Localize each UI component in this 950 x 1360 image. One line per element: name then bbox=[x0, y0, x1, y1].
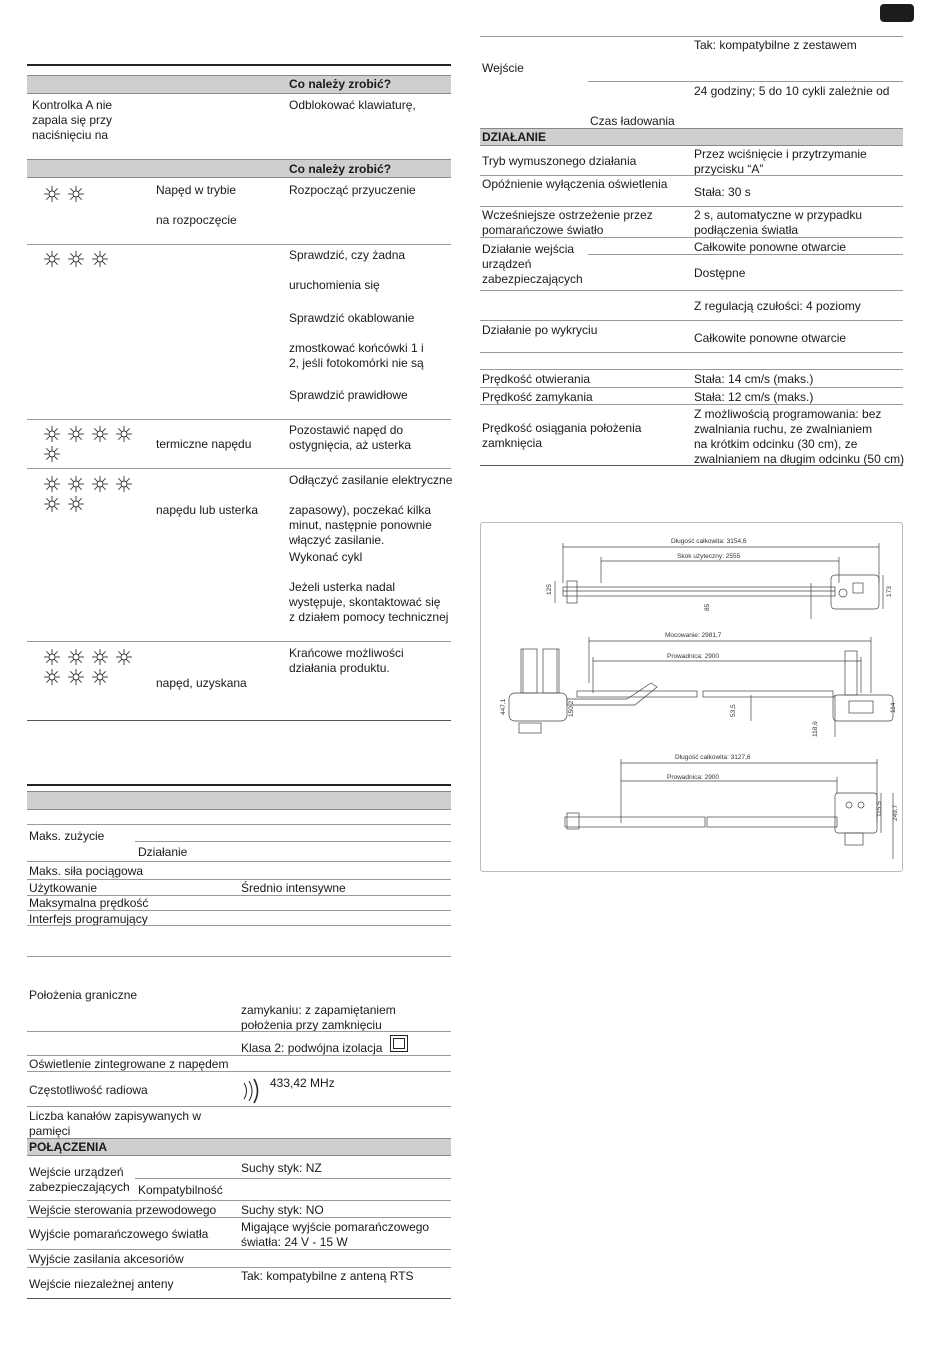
action-text: Sprawdzić, czy żadna bbox=[289, 248, 406, 262]
dim-125: 125 bbox=[546, 584, 553, 595]
spec-label: Wyjście pomarańczowego światła bbox=[29, 1227, 209, 1241]
led-icon bbox=[44, 476, 60, 492]
row-divider bbox=[27, 419, 451, 420]
action-text: Jeżeli usterka nadal występuje, skontaktować się z działem pomocy technicznej bbox=[289, 580, 449, 624]
spec-label: Wejście sterowania przewodowego bbox=[29, 1203, 217, 1217]
led-icon bbox=[116, 476, 132, 492]
led-blink-icon bbox=[42, 474, 142, 516]
dimension-drawing bbox=[480, 522, 903, 872]
spec-label: Oświetlenie zintegrowane z napędem bbox=[29, 1057, 229, 1071]
page-number-badge bbox=[880, 4, 914, 22]
spec-value: 433,42 MHz bbox=[270, 1076, 335, 1090]
row-divider bbox=[480, 36, 903, 37]
led-blink-icon bbox=[42, 249, 122, 271]
led-icon bbox=[68, 251, 84, 267]
spec-value: Średnio intensywne bbox=[241, 881, 346, 895]
dim-114: 114 bbox=[890, 702, 897, 713]
led-icon bbox=[44, 186, 60, 202]
action-text: Krańcowe możliwości działania produktu. bbox=[289, 646, 404, 675]
row-divider bbox=[27, 956, 451, 957]
action-text: Rozpocząć przyuczenie bbox=[289, 183, 416, 197]
spec-label: Wcześniejsze ostrzeżenie przez pomarańczowe światło bbox=[482, 208, 653, 237]
dim-useful-stroke: Skok użyteczny: 2555 bbox=[677, 553, 741, 560]
dim-mounting: Mocowanie: 2981,7 bbox=[665, 632, 722, 639]
row-divider bbox=[27, 925, 451, 926]
action-text: Odblokować klawiaturę, bbox=[289, 98, 416, 112]
spec-label: Prędkość zamykania bbox=[482, 390, 593, 404]
row-divider bbox=[588, 81, 903, 82]
dim-150: 150,2 bbox=[568, 700, 575, 717]
dim-249: 249,7 bbox=[892, 804, 899, 821]
spec-label: Wejście bbox=[482, 61, 524, 75]
spec-value: Suchy styk: NZ bbox=[241, 1161, 322, 1175]
row-divider bbox=[480, 352, 903, 353]
header-what-to-do: Co należy zrobić? bbox=[289, 77, 392, 91]
spec-value: Stała: 30 s bbox=[694, 185, 751, 199]
dim-total-length-1: Długość całkowita: 3154,6 bbox=[671, 538, 747, 545]
led-icon bbox=[44, 446, 60, 462]
row-divider bbox=[27, 1267, 451, 1268]
led-icon bbox=[68, 186, 84, 202]
action-text: Odłączyć zasilanie elektryczne bbox=[289, 473, 453, 487]
dim-115: 115,5 bbox=[876, 801, 883, 817]
spec-label: Prędkość osiągania położenia zamknięcia bbox=[482, 421, 642, 450]
spec-label: Użytkowanie bbox=[29, 881, 98, 895]
action-text: Sprawdzić okablowanie bbox=[289, 311, 415, 325]
double-insulation-icon bbox=[390, 1035, 408, 1052]
action-text: Sprawdzić prawidłowe bbox=[289, 388, 408, 402]
spec-value: Przez wciśnięcie i przytrzymanie przycisku “A” bbox=[694, 147, 867, 176]
spec-label: Częstotliwość radiowa bbox=[29, 1083, 148, 1097]
led-blink-icon bbox=[42, 184, 102, 206]
spec-value: zamykaniu: z zapamiętaniem położenia przy zamknięciu bbox=[241, 1003, 396, 1032]
section-rule bbox=[27, 64, 451, 66]
led-icon bbox=[68, 669, 84, 685]
row-divider bbox=[27, 1249, 451, 1250]
spec-label: Wyjście zasilania akcesoriów bbox=[29, 1252, 184, 1266]
specs-header-bar bbox=[27, 791, 451, 810]
action-text: Pozostawić napęd do ostygnięcia, aż usterka bbox=[289, 423, 412, 452]
row-divider bbox=[480, 237, 903, 238]
led-icon bbox=[44, 251, 60, 267]
spec-value: Tak: kompatybilne z zestawem bbox=[694, 38, 857, 52]
row-divider bbox=[480, 404, 903, 405]
row-divider bbox=[135, 1178, 451, 1179]
action-text: zapasowy), poczekać kilka minut, następnie ponownie włączyć zasilanie. bbox=[289, 503, 432, 547]
led-icon bbox=[44, 669, 60, 685]
led-icon bbox=[68, 426, 84, 442]
spec-label: Maks. siła pociągowa bbox=[29, 864, 144, 878]
spec-value: Całkowite ponowne otwarcie bbox=[694, 331, 847, 345]
spec-label: Tryb wymuszonego działania bbox=[482, 154, 637, 168]
led-icon bbox=[68, 649, 84, 665]
row-divider bbox=[27, 879, 451, 880]
dim-447: 447,1 bbox=[500, 698, 507, 715]
section-rule bbox=[27, 784, 451, 786]
row-divider bbox=[27, 1071, 451, 1072]
spec-label: Maks. zużycie bbox=[29, 829, 105, 843]
row-divider bbox=[27, 468, 451, 469]
row-divider bbox=[588, 254, 903, 255]
led-icon bbox=[44, 496, 60, 512]
led-icon bbox=[116, 649, 132, 665]
spec-value: 2 s, automatyczne w przypadku podłączenia światła bbox=[694, 208, 863, 237]
spec-label: Opóźnienie wyłączenia oświetlenia bbox=[482, 177, 668, 191]
action-text: uruchomienia się bbox=[289, 278, 380, 292]
row-divider bbox=[480, 206, 903, 207]
cause-text: Napęd w trybie bbox=[156, 183, 237, 197]
led-icon bbox=[68, 476, 84, 492]
led-blink-icon bbox=[42, 647, 142, 689]
spec-label: Maksymalna prędkość bbox=[29, 896, 149, 910]
spec-value: Klasa 2: podwójna izolacja bbox=[241, 1041, 383, 1055]
row-divider bbox=[27, 244, 451, 245]
led-icon bbox=[92, 476, 108, 492]
row-divider bbox=[27, 1200, 451, 1201]
row-divider bbox=[27, 861, 451, 862]
row-divider bbox=[480, 290, 903, 291]
spec-value: Całkowite ponowne otwarcie bbox=[694, 240, 847, 254]
led-icon bbox=[116, 426, 132, 442]
spec-value: 24 godziny; 5 do 10 cykli zależnie od bbox=[694, 84, 890, 98]
dim-total-length-2: Długość całkowita: 3127,6 bbox=[675, 754, 751, 761]
led-icon bbox=[92, 669, 108, 685]
spec-value: Suchy styk: NO bbox=[241, 1203, 324, 1217]
row-divider bbox=[27, 824, 451, 825]
spec-value: Z możliwością programowania: bez zwalniania ruchu, ze zwalnianiem na krótkim odcinku (30 cm), ze zwalnianiem na długim odcinku (50 cm) bbox=[694, 407, 905, 466]
spec-value: Migające wyjście pomarańczowego światła: 24 V - 15 W bbox=[241, 1220, 430, 1249]
row-divider bbox=[27, 910, 451, 911]
spec-label: Prędkość otwierania bbox=[482, 372, 591, 386]
dimension-drawing-svg bbox=[481, 523, 902, 871]
row-divider bbox=[480, 175, 903, 176]
header-what-to-do: Co należy zrobić? bbox=[289, 162, 392, 176]
spec-value: Stała: 12 cm/s (maks.) bbox=[694, 390, 814, 404]
row-divider bbox=[27, 1031, 451, 1032]
spec-value: Stała: 14 cm/s (maks.) bbox=[694, 372, 814, 386]
spec-value: Dostępne bbox=[694, 266, 746, 280]
spec-label: Działanie wejścia urządzeń zabezpieczających bbox=[482, 242, 583, 286]
row-divider bbox=[27, 1217, 451, 1218]
row-divider bbox=[135, 841, 451, 842]
dim-rail-2: Prowadnica: 2900 bbox=[667, 774, 720, 781]
dim-118: 118,6 bbox=[812, 721, 819, 737]
spec-label: Kompatybilność bbox=[138, 1183, 223, 1197]
led-icon bbox=[44, 649, 60, 665]
table-bottom-rule bbox=[480, 465, 903, 466]
led-icon bbox=[68, 496, 84, 512]
spec-label: Działanie bbox=[138, 845, 188, 859]
cause-text: napęd, uzyskana bbox=[156, 676, 247, 690]
spec-label: Wejście niezależnej anteny bbox=[29, 1277, 174, 1291]
spec-label: Interfejs programujący bbox=[29, 912, 148, 926]
row-divider bbox=[480, 320, 903, 321]
spec-label: Położenia graniczne bbox=[29, 988, 138, 1002]
symptom-text: Kontrolka A nie zapala się przy naciśnięciu na bbox=[32, 98, 113, 142]
dim-85: 85 bbox=[704, 603, 711, 611]
cause-text: na rozpoczęcie bbox=[156, 213, 237, 227]
row-divider bbox=[480, 387, 903, 388]
connections-title: POŁĄCZENIA bbox=[29, 1140, 107, 1154]
spec-label: Działanie po wykryciu bbox=[482, 323, 598, 337]
action-text: zmostkować końcówki 1 i 2, jeśli fotokomórki nie są bbox=[289, 341, 424, 370]
led-icon bbox=[92, 426, 108, 442]
row-divider bbox=[480, 369, 903, 370]
led-icon bbox=[92, 649, 108, 665]
led-icon bbox=[44, 426, 60, 442]
spec-value: Tak: kompatybilne z anteną RTS bbox=[241, 1269, 414, 1283]
dim-173: 173 bbox=[886, 586, 893, 597]
table-bottom-rule bbox=[27, 720, 451, 721]
led-icon bbox=[92, 251, 108, 267]
row-divider bbox=[27, 1055, 451, 1056]
action-text: Wykonać cykl bbox=[289, 550, 363, 564]
cause-text: napędu lub usterka bbox=[156, 503, 259, 517]
spec-label: Wejście urządzeń zabezpieczających bbox=[29, 1165, 130, 1194]
operation-title: DZIAŁANIE bbox=[482, 130, 546, 144]
cause-text: termiczne napędu bbox=[156, 437, 252, 451]
table-bottom-rule bbox=[27, 1298, 451, 1299]
spec-value: Z regulacją czułości: 4 poziomy bbox=[694, 299, 861, 313]
row-divider bbox=[27, 1106, 451, 1107]
row-divider bbox=[27, 641, 451, 642]
dim-rail-1: Prowadnica: 2900 bbox=[667, 653, 720, 660]
led-blink-icon bbox=[42, 424, 142, 466]
dim-53: 53,5 bbox=[730, 704, 737, 717]
spec-label: Liczba kanałów zapisywanych w pamięci bbox=[29, 1109, 202, 1138]
spec-label: Czas ładowania bbox=[590, 114, 675, 128]
